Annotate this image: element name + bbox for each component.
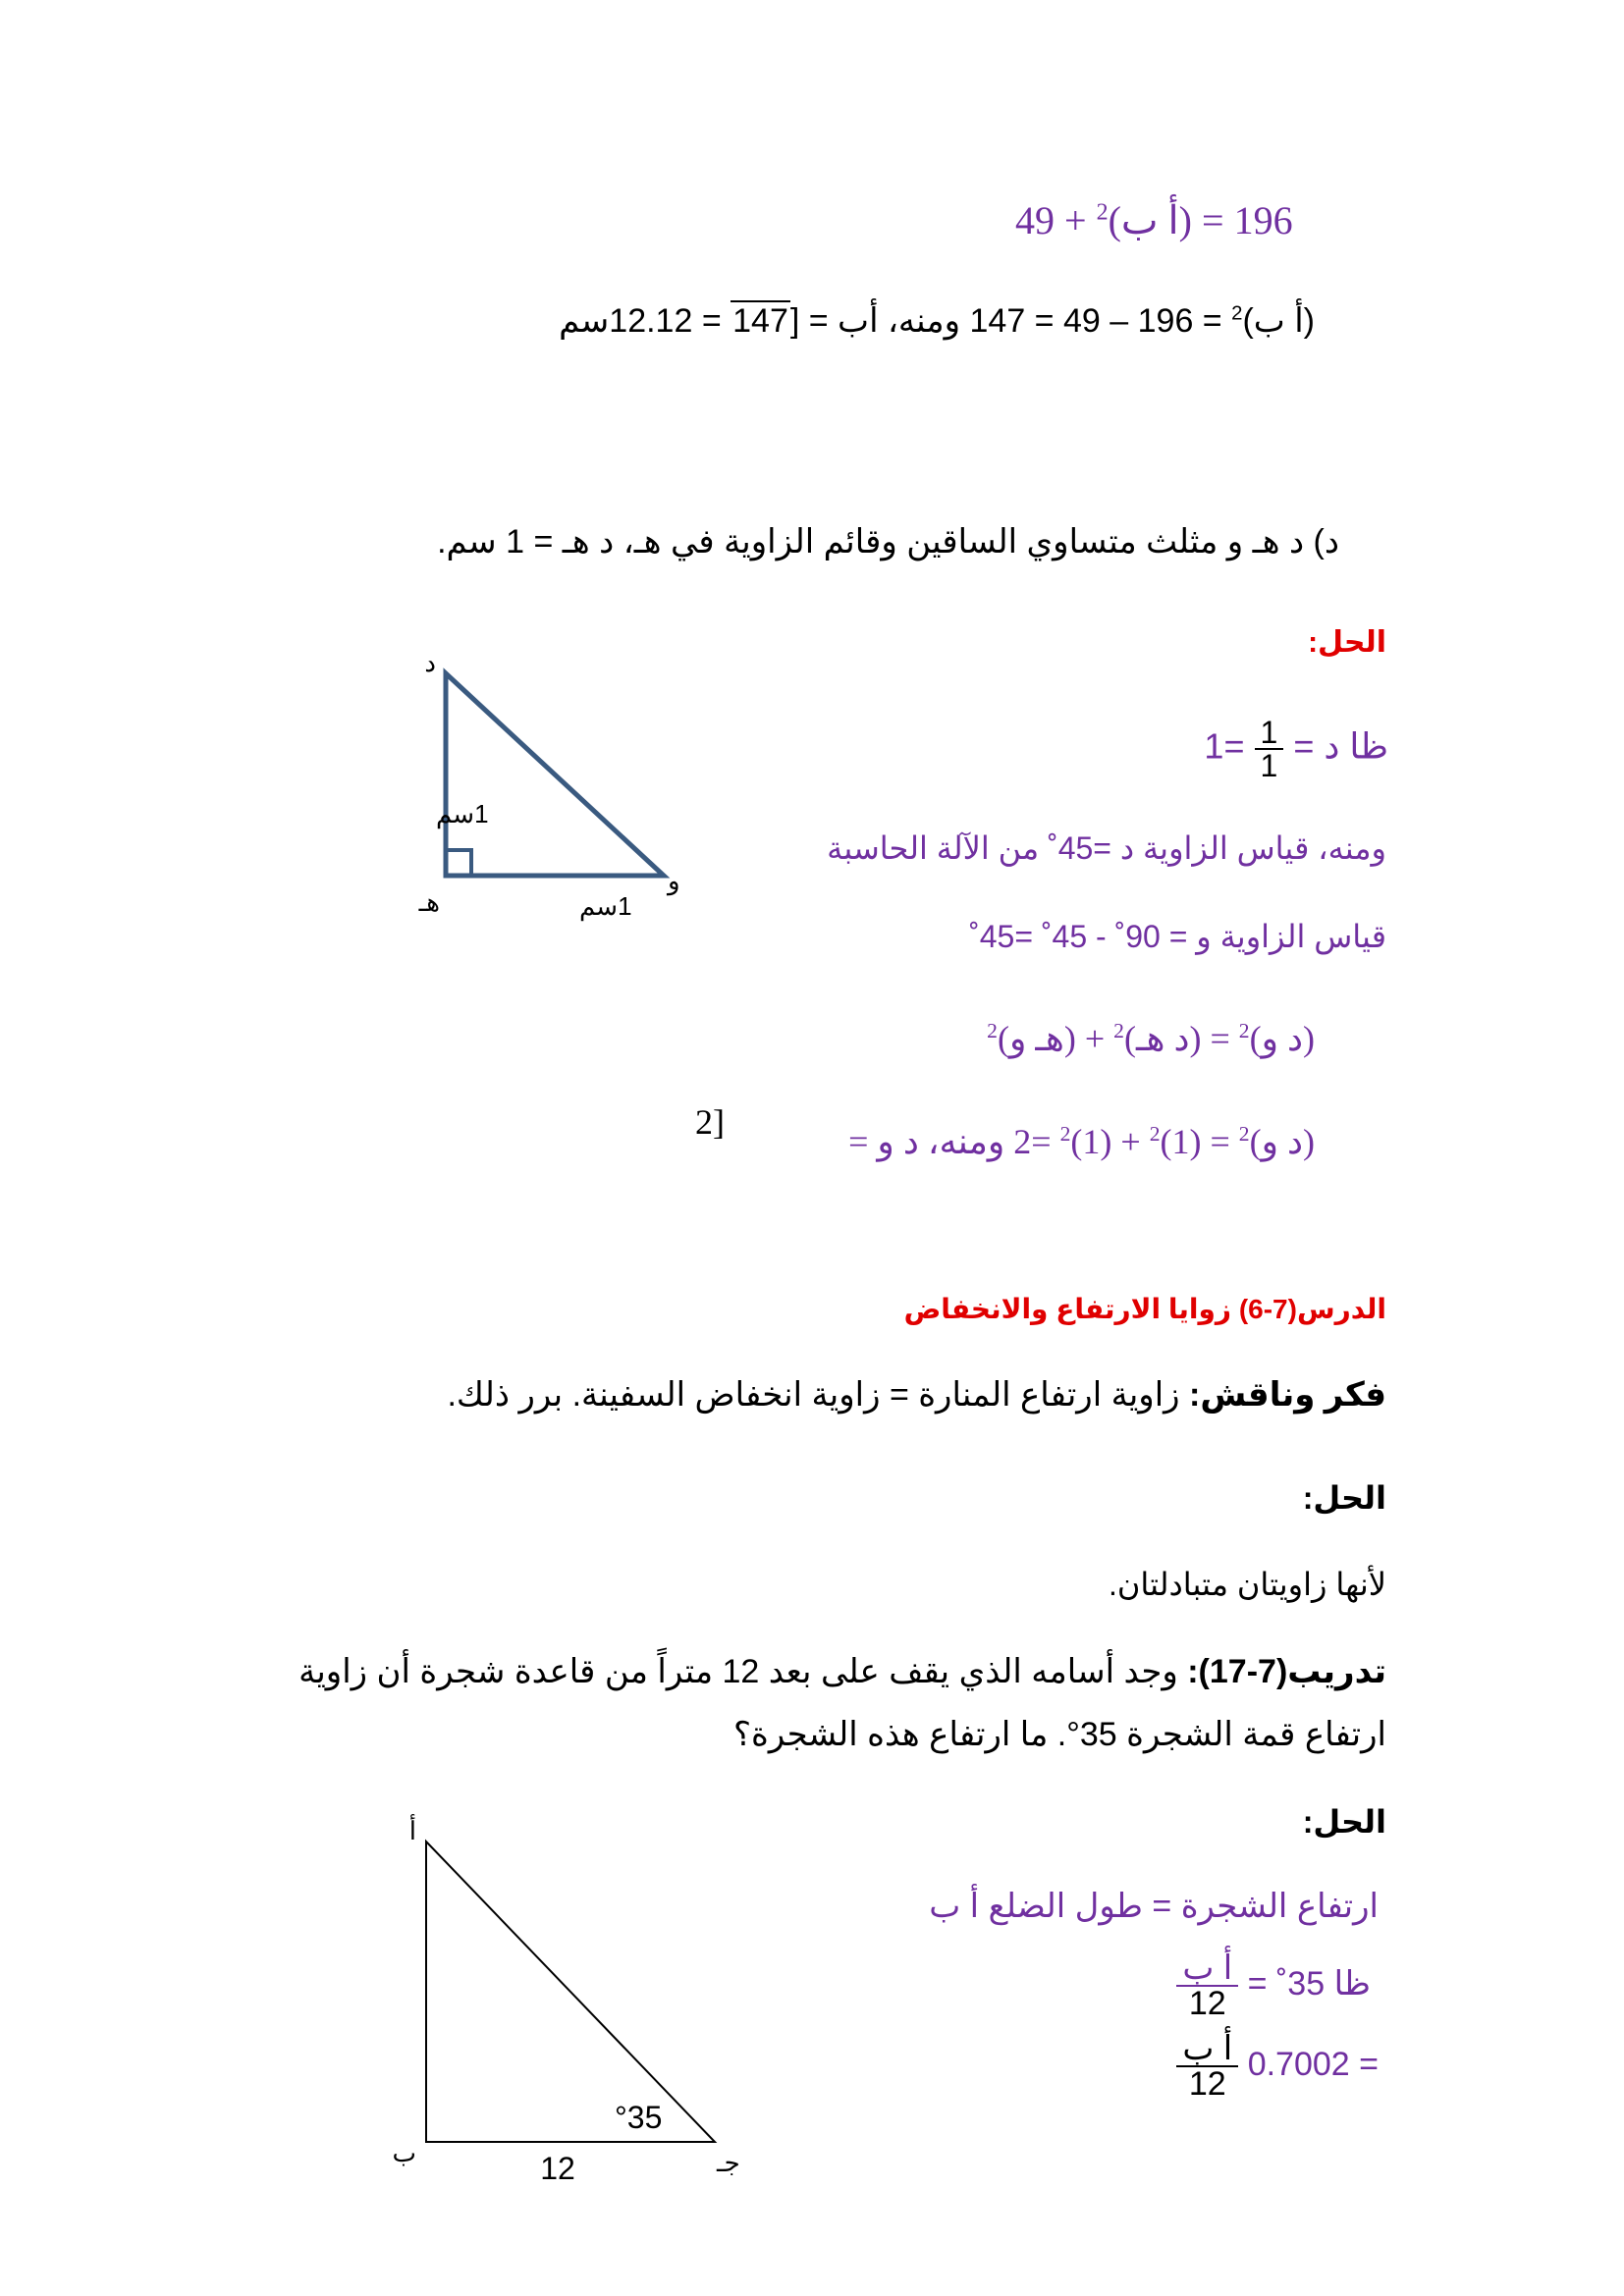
tan35-value-equation [1176,2032,1379,2101]
tan-d-fraction [1255,717,1284,781]
lesson-title: الدرس(7-6) زوايا الارتفاع والانخفاض [903,1294,1386,1324]
tan-d-denominator: 1 [1260,748,1278,783]
tan35-value-denominator: 12 [1188,2065,1226,2103]
angle-35-label: °35 [615,2100,663,2135]
eq2-part2: = 196 – 49 = 147 ومنه، أب = [799,302,1232,340]
tan35-denominator: 12 [1188,1985,1226,2022]
right-angle-marker [446,850,471,876]
solution-label-1: الحل: [1308,626,1386,659]
think-label: فكر وناقش: [1189,1376,1386,1414]
tree-triangle-shape [426,1842,715,2142]
equation-line-1 [1015,198,1293,242]
pythagoras-line-2 [848,1124,1315,1159]
vertex-a-label: أ [408,1816,416,1845]
tan35-lhs: ظا 35˚ = [1247,1964,1371,2002]
pyth1-b: = (د هـ) [1123,1019,1239,1058]
pyth1-c: + (هـ و) [997,1019,1114,1058]
tree-triangle-diagram [383,1796,756,2189]
eq2-sqrt-bracket: [ [789,302,800,340]
tan-d-equation [1204,717,1388,781]
eq2-sqrt-value: 147 [732,302,788,340]
exercise-label: تدريب(7-17): [1187,1653,1386,1690]
pyth2-a: (د و) [1249,1122,1315,1161]
eq1-tail: = 196 [1192,198,1293,242]
because-line: لأنها زاويتان متبادلتان. [1108,1567,1386,1602]
tan-d-rhs: =1 [1204,725,1245,767]
pyth1-s3: 2 [987,1019,998,1042]
pyth1-s2: 2 [1113,1019,1124,1042]
solution-label-2: الحل: [1302,1480,1386,1516]
eq1-rest: (أ ب) [1108,198,1192,242]
angle-d-line: ومنه، قياس الزاوية د =45˚ من الآلة الحاسبة [827,830,1386,866]
vertex-b-label: ب [392,2138,416,2167]
exercise-text-1: وجد أسامه الذي يقف على بعد 12 متراً من قاعدة شجرة أن زاوية [298,1653,1188,1690]
pythagoras-sqrt-2: 2] [695,1102,725,1142]
vertex-h-label: هـ [418,887,440,917]
solution-label-3: الحل: [1302,1804,1386,1840]
pyth1-s1: 2 [1238,1019,1250,1042]
pyth2-d: =2 ومنه، د و = [848,1122,1060,1161]
tan35-equation [1176,1951,1371,2020]
side-vertical-label: 1سم [436,799,489,828]
pyth2-s1: 2 [1238,1122,1250,1146]
pyth1-a: (د و) [1249,1019,1315,1058]
tan-d-lhs: ظا د = [1293,725,1388,767]
eq2-part3: = 12.12سم [559,302,731,340]
problem-d-statement: د) د هـ و مثلث متساوي الساقين وقائم الزاوية في هـ، د هـ = 1 سم. [437,523,1339,561]
triangle-def-diagram [373,648,697,923]
pyth2-s2: 2 [1149,1122,1161,1146]
pyth2-c: + (1) [1070,1122,1150,1161]
base-12-label: 12 [540,2151,575,2186]
tan35-value-numerator: أ ب [1176,2032,1238,2067]
eq1-prefix: 49 + [1015,198,1097,242]
think-discuss [447,1378,1386,1412]
pyth2-s3: 2 [1059,1122,1071,1146]
pythagoras-line-1 [987,1021,1315,1056]
tan-d-numerator: 1 [1255,717,1284,750]
exercise-line-1 [298,1655,1386,1688]
vertex-d-label: د [424,648,436,677]
equation-line-2 [559,304,1315,338]
eq2-part1: (أ ب) [1242,302,1315,340]
side-horizontal-label: 1سم [579,891,632,921]
eq2-sup: 2 [1231,302,1243,325]
vertex-w-label: و [668,866,680,895]
angle-w-line: قياس الزاوية و = 90˚ - 45˚ =45˚ [969,919,1386,954]
exercise-line-2: ارتفاع قمة الشجرة 35°. ما ارتفاع هذه الشجرة؟ [732,1716,1386,1753]
think-text: زاوية ارتفاع المنارة = زاوية انخفاض السفينة. برر ذلك. [447,1376,1190,1414]
tan35-numerator: أ ب [1176,1951,1238,1987]
tan35-fraction [1176,1951,1238,2020]
vertex-j-label: جـ [717,2148,740,2177]
triangle-def-shape [446,673,664,876]
tree-height-line: ارتفاع الشجرة = طول الضلع أ ب [929,1888,1379,1925]
tan35-value-rhs: = 0.7002 [1247,2045,1379,2083]
eq1-sup: 2 [1096,199,1109,226]
pyth2-b: = (1) [1160,1122,1239,1161]
tan35-value-fraction [1176,2032,1238,2101]
